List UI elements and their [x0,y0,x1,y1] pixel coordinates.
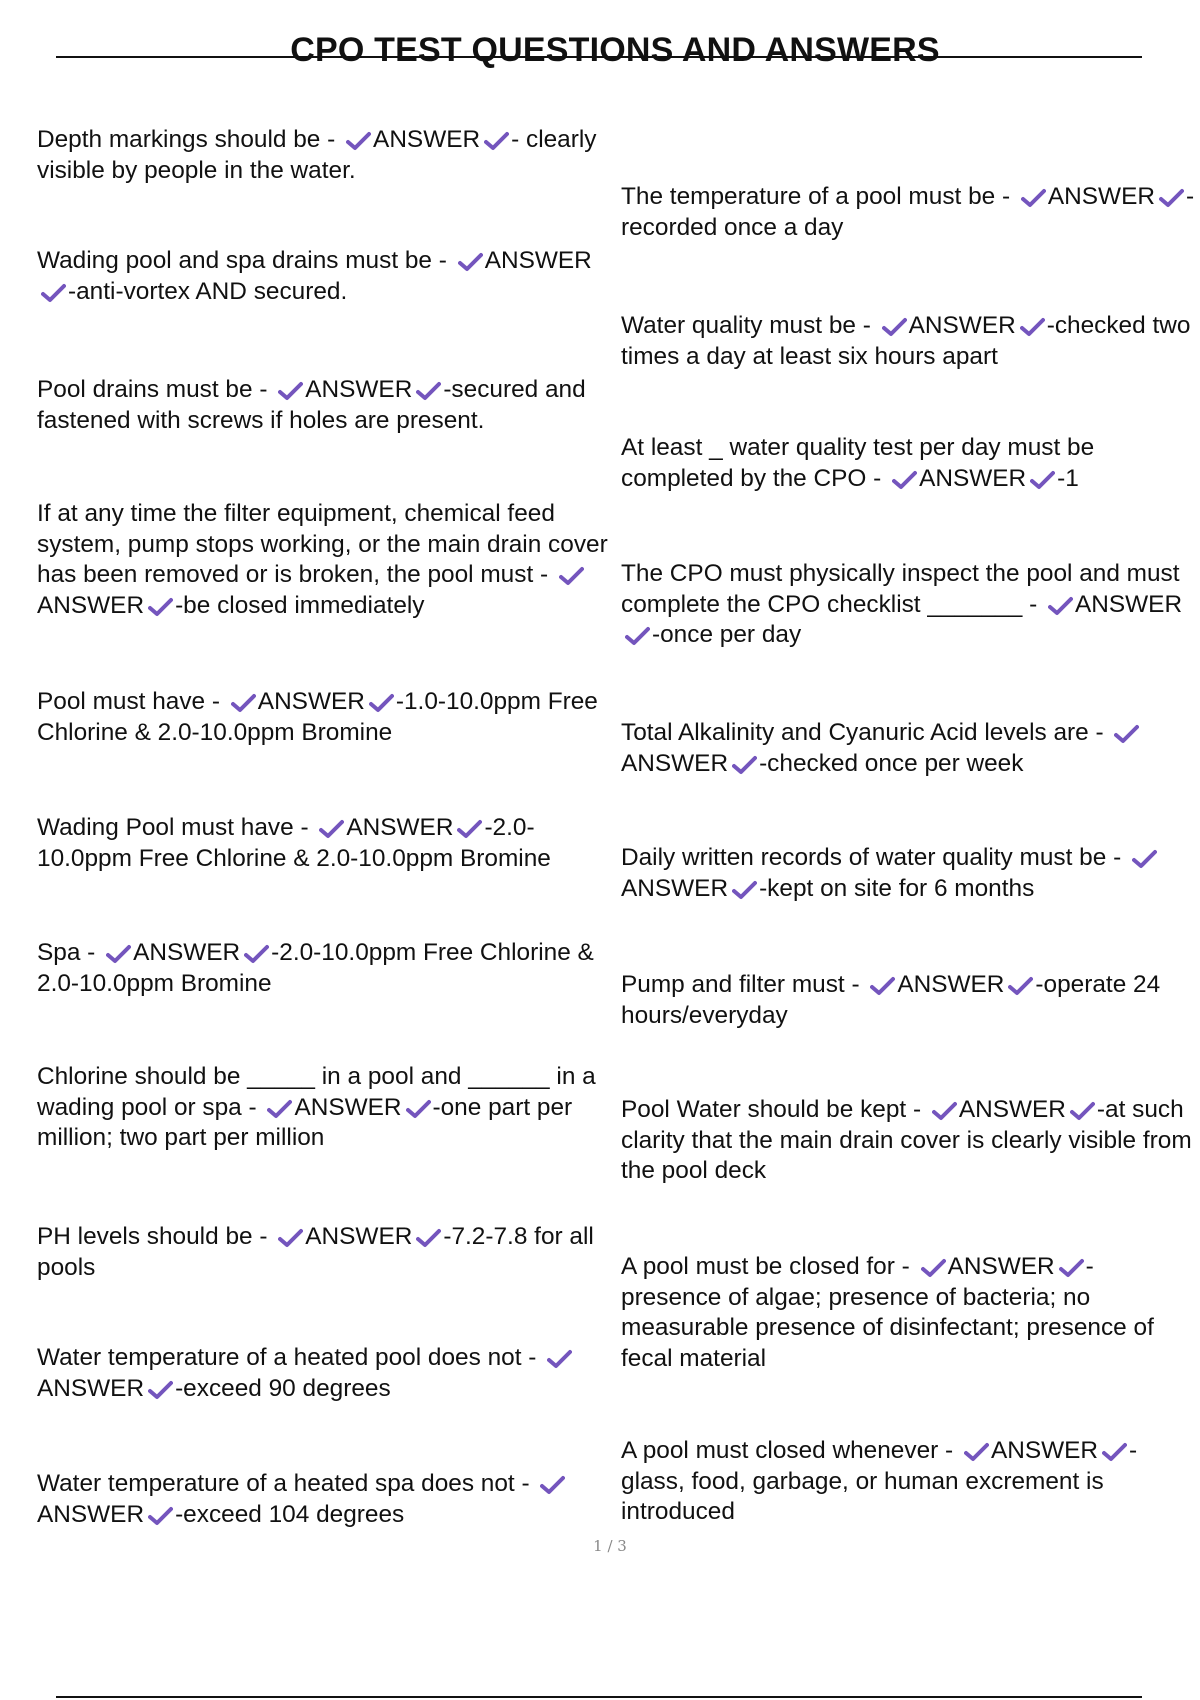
check-icon [1021,188,1046,208]
check-icon [892,470,917,490]
answer-label: ANSWER [346,814,454,841]
check-icon [870,976,895,996]
question-text: Pump and filter must - [621,971,860,998]
check-icon [106,944,131,964]
check-icon [1008,976,1033,996]
check-icon [416,1228,441,1248]
answer-label: ANSWER [133,939,241,966]
check-icon [457,819,482,839]
check-icon [559,566,584,586]
check-icon [484,131,509,151]
answer-text: -2.0-10.0ppm Free Chlorine & 2.0-10.0ppm Bromine [37,939,594,997]
question-text: If at any time the filter equipment, chemical feed system, pump stops working, or the main drain cover has been removed or is broken, the pool must - [37,500,608,588]
question-text: Total Alkalinity and Cyanuric Acid levels are - [621,719,1104,746]
answer-label: ANSWER [37,1374,145,1402]
qa-item [621,970,1195,1031]
qa-item [37,125,610,186]
answer-label: ANSWER [484,247,592,274]
answer-label: ANSWER [947,1253,1055,1280]
question-text: Wading Pool must have - [37,814,309,841]
check-icon [244,944,269,964]
question-text: Water temperature of a heated spa does not - [37,1470,530,1497]
check-icon [1114,724,1139,744]
qa-item [621,843,1195,904]
qa-item [37,938,610,999]
answer-text: -checked once per week [759,749,1024,777]
qa-item [621,559,1195,651]
check-icon [625,626,650,646]
answer-text: -recorded once a day [621,183,1195,241]
question-text: Depth markings should be - [37,126,336,153]
check-icon [278,381,303,401]
qa-item [37,499,610,621]
question-text: Pool Water should be kept - [621,1096,922,1123]
check-icon [1159,188,1184,208]
qa-item [37,1062,610,1154]
answer-text: - presence of algae; presence of bacteria; no measurable presence of disinfectant; presence of fecal material [621,1253,1154,1372]
question-text: A pool must be closed for - [621,1253,910,1280]
answer-label: ANSWER [37,591,145,619]
qa-item [621,718,1195,779]
check-icon [964,1442,989,1462]
question-text: The CPO must physically inspect the pool and must complete the CPO checklist _______ - [621,560,1180,618]
qa-item [621,433,1195,494]
qa-item [37,375,610,436]
check-icon [882,317,907,337]
check-icon [732,880,757,900]
question-text: The temperature of a pool must be - [621,183,1011,210]
qa-item [621,1436,1195,1528]
check-icon [458,252,483,272]
answer-label: ANSWER [908,312,1016,339]
answer-text: -operate 24 hours/everyday [621,971,1161,1029]
answer-text: -2.0-10.0ppm Free Chlorine & 2.0-10.0ppm Bromine [37,814,551,872]
question-text: Spa - [37,939,96,966]
answer-label: ANSWER [1075,590,1183,618]
check-icon [1132,849,1157,869]
answer-label: ANSWER [294,1093,402,1121]
check-icon [1030,470,1055,490]
question-text: Pool drains must be - [37,376,268,403]
check-icon [1020,317,1045,337]
qa-item [621,182,1195,243]
check-icon [1059,1258,1084,1278]
answer-label: ANSWER [621,874,729,902]
check-icon [406,1099,431,1119]
answer-text: -one part per million; two part per million [37,1093,573,1151]
question-text: PH levels should be - [37,1223,268,1250]
answer-text: -7.2-7.8 for all pools [37,1223,594,1281]
qa-item [37,1469,610,1530]
qa-item [621,1252,1195,1374]
question-text: Pool must have - [37,688,221,715]
page-title: CPO TEST QUESTIONS AND ANSWERS [290,31,940,69]
answer-text: - glass, food, garbage, or human excrement is introduced [621,1437,1138,1525]
check-icon [921,1258,946,1278]
check-icon [369,693,394,713]
answer-label: ANSWER [897,971,1005,998]
question-text: Chlorine should be _____ in a pool and ______ in a wading pool or spa - [37,1063,596,1121]
answer-label: ANSWER [257,688,365,715]
answer-label: ANSWER [37,1500,145,1528]
check-icon [1102,1442,1127,1462]
answer-label: ANSWER [305,376,413,403]
answer-text: -exceed 90 degrees [175,1374,391,1402]
question-text: At least _ water quality test per day must be completed by the CPO - [621,434,1095,492]
qa-item [37,246,610,307]
qa-item [621,311,1195,372]
answer-text: -exceed 104 degrees [175,1500,405,1528]
answer-label: ANSWER [919,464,1027,492]
check-icon [319,819,344,839]
answer-text: -kept on site for 6 months [759,874,1035,902]
check-icon [1070,1101,1095,1121]
answer-text: -anti-vortex AND secured. [68,277,348,305]
check-icon [547,1349,572,1369]
check-icon [231,693,256,713]
question-text: Water quality must be - [621,312,871,339]
check-icon [148,1506,173,1526]
answer-text: -checked two times a day at least six hours apart [621,312,1191,370]
check-icon [732,755,757,775]
qa-item [37,1222,610,1283]
check-icon [346,131,371,151]
qa-item [37,687,610,748]
answer-text: -once per day [652,621,802,648]
question-text: Daily written records of water quality must be - [621,844,1122,871]
check-icon [41,283,66,303]
question-text: Water temperature of a heated pool does not - [37,1344,537,1371]
answer-text: -1.0-10.0ppm Free Chlorine & 2.0-10.0ppm Bromine [37,688,598,746]
check-icon [148,597,173,617]
qa-item [621,1095,1195,1187]
qa-item [37,813,610,874]
answer-label: ANSWER [958,1096,1066,1123]
check-icon [267,1099,292,1119]
answer-label: ANSWER [373,126,481,153]
answer-text: -1 [1057,464,1079,492]
answer-text: - clearly visible by people in the water. [37,126,597,184]
answer-text: -at such clarity that the main drain cover is clearly visible from the pool deck [621,1096,1192,1184]
answer-text: -be closed immediately [175,591,425,619]
answer-label: ANSWER [621,749,729,777]
check-icon [416,381,441,401]
page-indicator: 1 / 3 [593,1537,627,1555]
check-icon [932,1101,957,1121]
answer-label: ANSWER [990,1437,1098,1464]
answer-text: -secured and fastened with screws if holes are present. [37,376,586,434]
question-text: Wading pool and spa drains must be - [37,247,447,274]
bottom-rule [56,1696,1142,1698]
check-icon [148,1380,173,1400]
answer-label: ANSWER [1047,183,1155,210]
answer-label: ANSWER [305,1223,413,1250]
check-icon [278,1228,303,1248]
question-text: A pool must closed whenever - [621,1437,954,1464]
qa-item [37,1343,610,1404]
check-icon [540,1475,565,1495]
check-icon [1048,596,1073,616]
